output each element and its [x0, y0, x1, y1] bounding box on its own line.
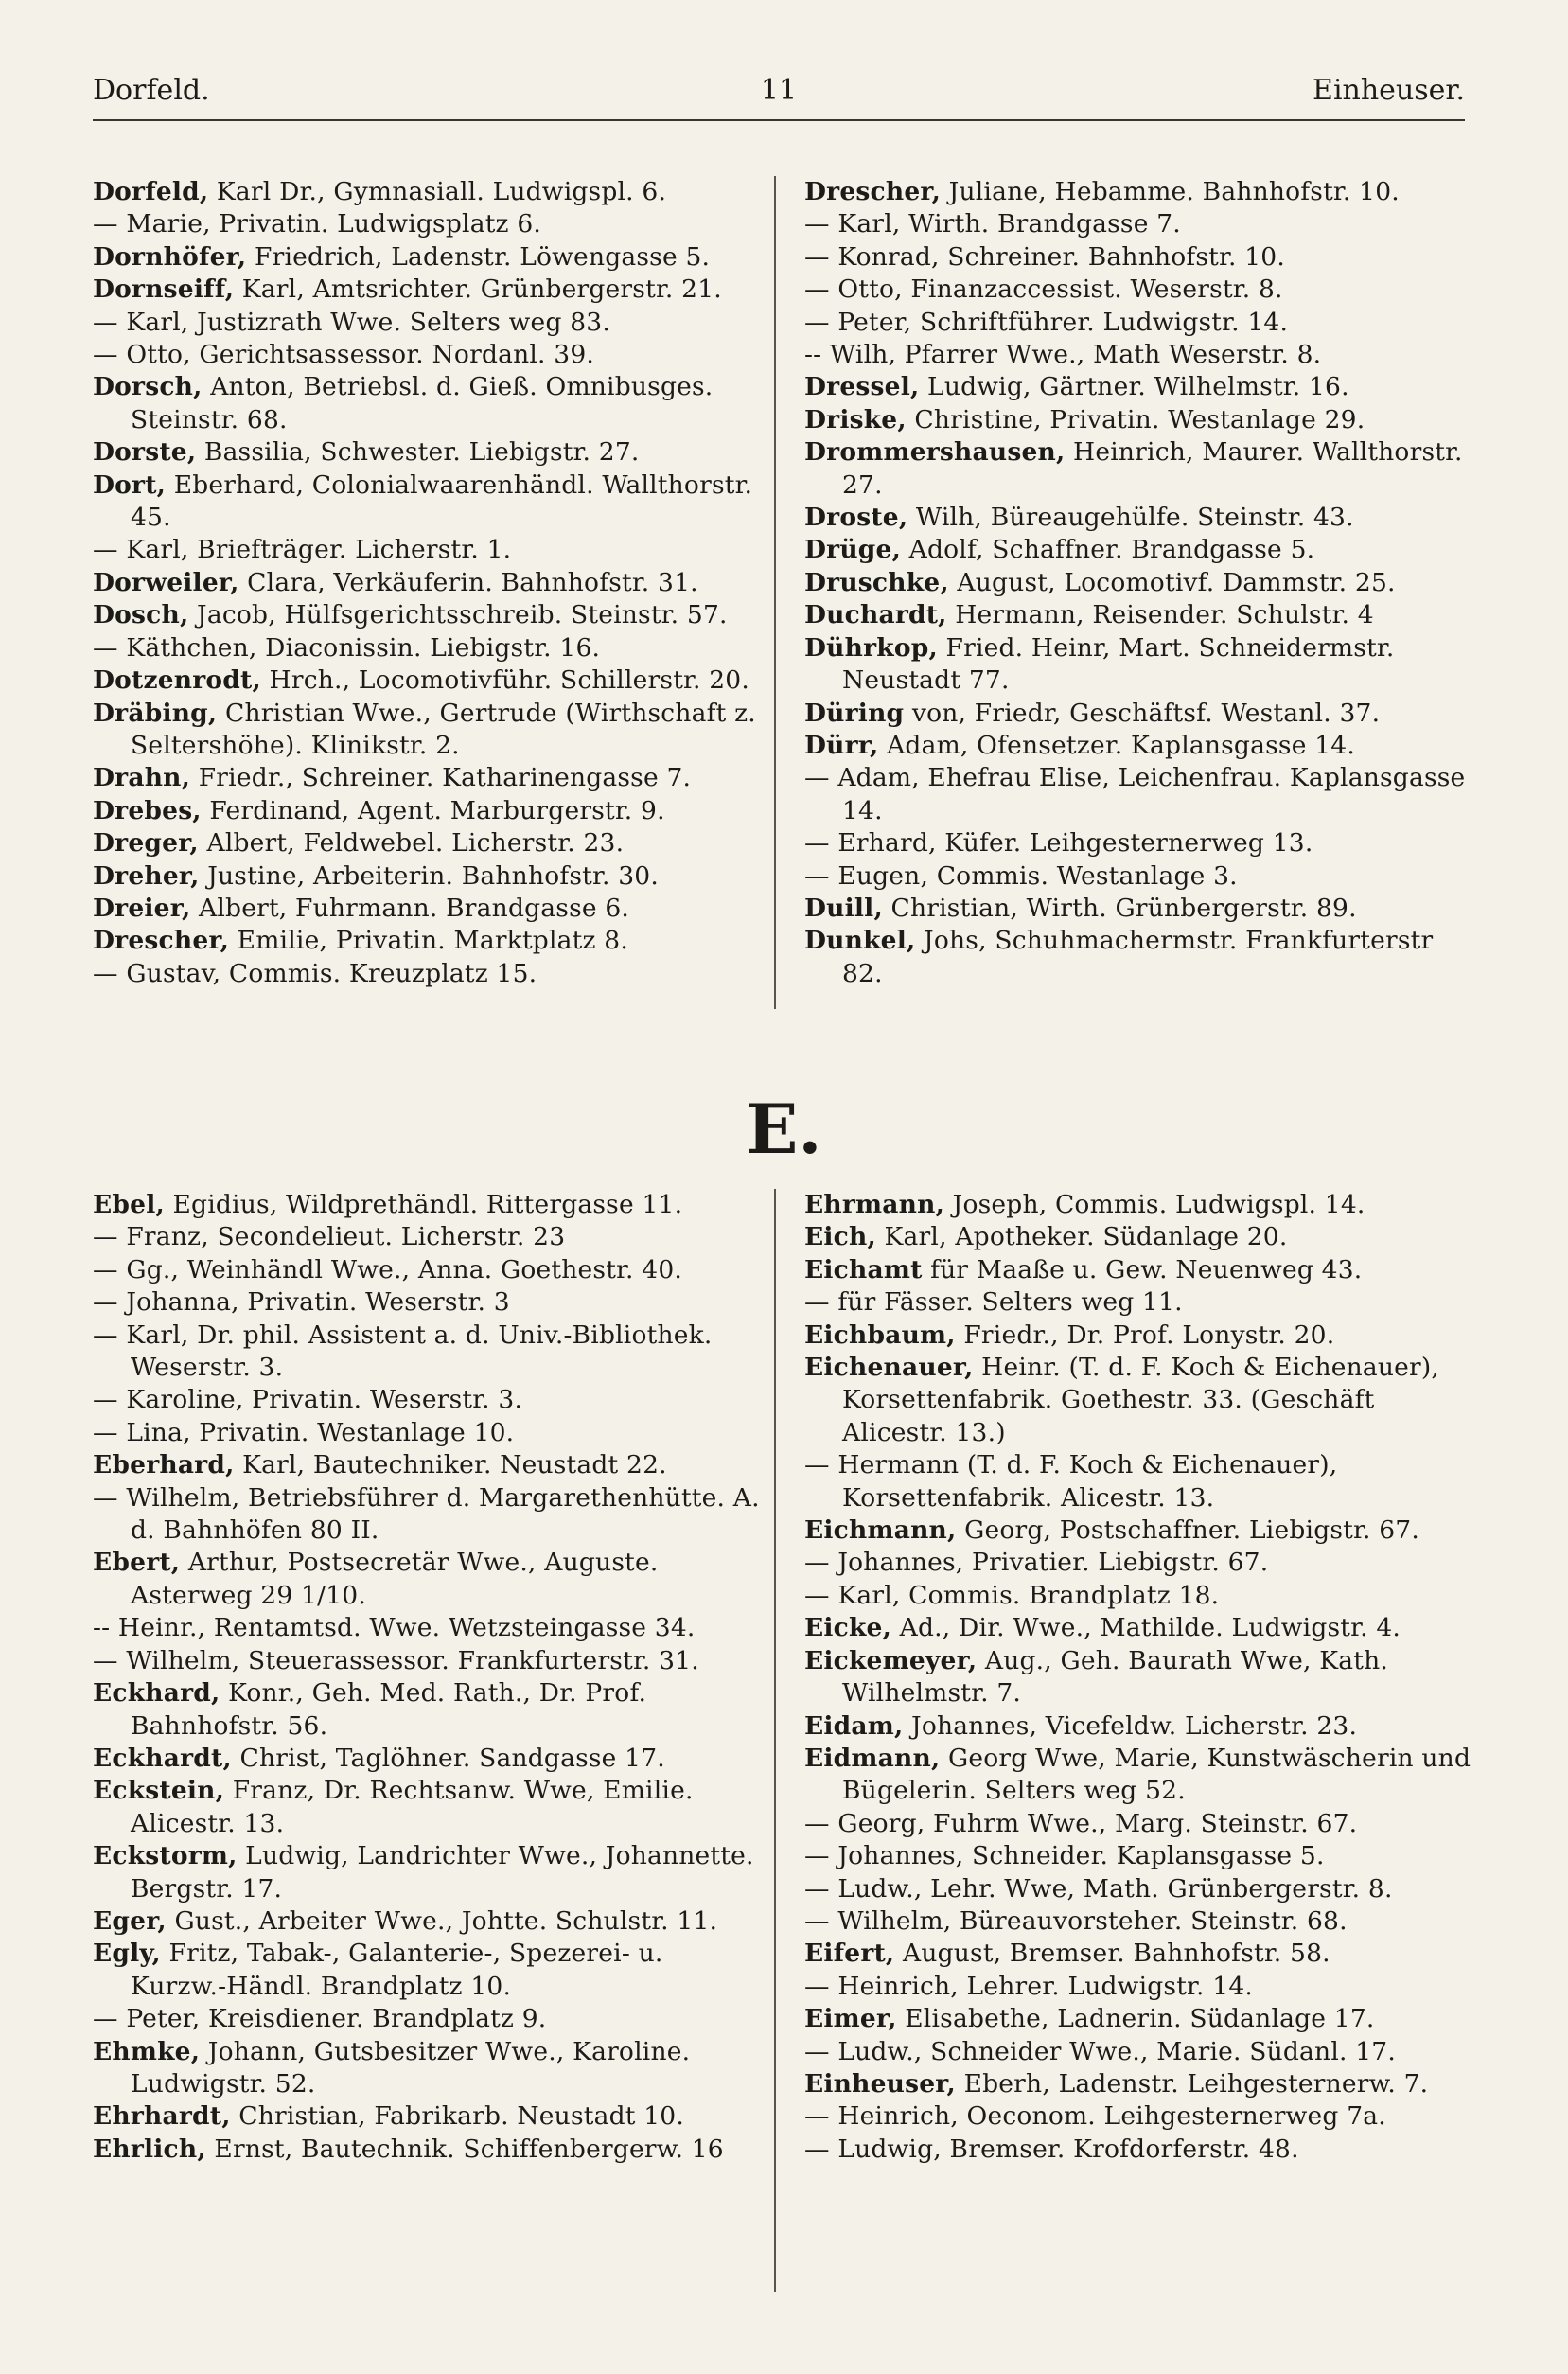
- directory-entry: [804, 339, 1471, 371]
- header-rule: [93, 119, 1465, 121]
- entry-surname: Drüge,: [804, 535, 902, 565]
- entry-surname: Eickemeyer,: [804, 1645, 978, 1675]
- directory-entry: [804, 1612, 1471, 1644]
- entry-surname: Ehrlich,: [93, 2134, 206, 2164]
- directory-entry: [93, 762, 760, 794]
- entry-surname: Eidam,: [804, 1710, 904, 1741]
- page-header: [93, 74, 1465, 117]
- entry-details: — Heinrich, Oeconom. Leihgesternerweg 7a.: [804, 2101, 1386, 2132]
- directory-entry: [804, 1352, 1471, 1449]
- entry-details: August, Bremser. Bahnhofstr. 58.: [894, 1939, 1330, 1969]
- entry-details: für Maaße u. Gew. Neuenweg 43.: [922, 1254, 1363, 1284]
- entry-surname: Ehmke,: [93, 2036, 201, 2066]
- entry-details: Georg, Postschaffner. Liebigstr. 67.: [956, 1515, 1419, 1546]
- entry-details: Joseph, Commis. Ludwigspl. 14.: [944, 1190, 1365, 1219]
- entry-details: — Ludwig, Bremser. Krofdorferstr. 48.: [804, 2134, 1299, 2164]
- directory-entry: [804, 632, 1471, 698]
- directory-entry: [804, 1580, 1471, 1612]
- entry-surname: Dührkop,: [804, 632, 938, 663]
- entry-details: Fried. Heinr, Mart. Schneidermstr. Neustadt 77.: [842, 632, 1395, 696]
- directory-entry: [93, 599, 760, 631]
- directory-entry: [804, 2100, 1471, 2133]
- directory-entry: [93, 371, 760, 436]
- directory-entry: [93, 827, 760, 859]
- directory-entry: [93, 1384, 760, 1416]
- entry-details: Arthur, Postsecretär Wwe., Auguste. Asterweg 29 1/10.: [131, 1548, 659, 1610]
- entry-details: — Heinrich, Lehrer. Ludwigstr. 14.: [804, 1971, 1254, 2001]
- entry-details: Bassilia, Schwester. Liebigstr. 27.: [196, 437, 640, 468]
- directory-entry: [93, 1775, 760, 1840]
- entry-details: Emilie, Privatin. Marktplatz 8.: [229, 926, 628, 956]
- directory-entry: [804, 1320, 1471, 1352]
- entry-details: Ad., Dir. Wwe., Mathilde. Ludwigstr. 4.: [891, 1613, 1401, 1643]
- directory-entry: [804, 1840, 1471, 1872]
- entry-details: Friedrich, Ladenstr. Löwengasse 5.: [246, 241, 711, 272]
- directory-entry: [804, 2134, 1471, 2166]
- directory-entry: [93, 925, 760, 957]
- entry-details: Fritz, Tabak-, Galanterie-, Spezerei- u. Kurzw.-Händl. Brandplatz 10.: [131, 1939, 663, 2001]
- entry-details: Aug., Geh. Baurath Wwe, Kath. Wilhelmstr. 7.: [842, 1645, 1389, 1709]
- entry-details: Anton, Betriebsl. d. Gieß. Omnibusges. Steinstr. 68.: [131, 372, 714, 434]
- directory-entry: [804, 567, 1471, 599]
- column-divider-top: [774, 176, 776, 1009]
- entry-details: — Wilhelm, Steuerassessor. Frankfurterstr. 31.: [93, 1645, 699, 1675]
- directory-entry: [93, 436, 760, 469]
- directory-entry: [804, 1221, 1471, 1253]
- entry-details: — Karl, Justizrath Wwe. Selters weg 83.: [93, 307, 610, 337]
- entry-details: — Peter, Kreisdiener. Brandplatz 9.: [93, 2004, 547, 2034]
- entry-details: Christian Wwe., Gertrude (Wirthschaft z. Seltershöhe). Klinikstr. 2.: [131, 698, 756, 760]
- entry-details: Egidius, Wildprethändl. Rittergasse 11.: [164, 1190, 683, 1219]
- directory-entry: [93, 534, 760, 566]
- entry-details: Friedr., Schreiner. Katharinengasse 7.: [190, 763, 692, 793]
- directory-entry: [93, 567, 760, 599]
- entry-details: Franz, Dr. Rechtsanw. Wwe, Emilie. Alicestr. 13.: [131, 1776, 694, 1838]
- directory-entry: [93, 208, 760, 240]
- entry-surname: Eich,: [804, 1222, 876, 1252]
- entry-surname: Dreier,: [93, 893, 191, 923]
- entry-details: — Franz, Secondelieut. Licherstr. 23: [93, 1222, 566, 1252]
- directory-entry: [93, 958, 760, 990]
- entry-details: — Käthchen, Diaconissin. Liebigstr. 16.: [93, 632, 601, 663]
- running-head-right: Einheuser.: [1313, 74, 1465, 107]
- entry-details: Ludwig, Gärtner. Wilhelmstr. 16.: [919, 372, 1349, 402]
- entry-details: — Marie, Privatin. Ludwigsplatz 6.: [93, 209, 542, 239]
- entry-surname: Duill,: [804, 893, 883, 923]
- entry-surname: Dornseiff,: [93, 275, 235, 305]
- directory-entry: [93, 1286, 760, 1319]
- directory-entry: [804, 2036, 1471, 2068]
- entry-surname: Dräbing,: [93, 698, 218, 728]
- directory-entry: [804, 241, 1471, 274]
- entry-surname: Drescher,: [804, 177, 942, 206]
- directory-entry: [804, 1905, 1471, 1938]
- directory-entry: [804, 436, 1471, 502]
- directory-entry: [804, 2068, 1471, 2100]
- directory-entry: [93, 1743, 760, 1775]
- entry-details: — Karl, Briefträger. Licherstr. 1.: [93, 535, 512, 565]
- entry-surname: Driske,: [804, 404, 907, 434]
- entry-details: — Ludw., Schneider Wwe., Marie. Südanl. 17.: [804, 2036, 1396, 2066]
- directory-entry: [93, 1417, 760, 1449]
- entry-surname: Dotzenrodt,: [93, 665, 261, 696]
- directory-entry: [93, 795, 760, 827]
- entry-surname: Drahn,: [93, 763, 191, 793]
- entry-surname: Ehrmann,: [804, 1190, 944, 1219]
- entry-details: Gust., Arbeiter Wwe., Johtte. Schulstr. 11.: [166, 1905, 718, 1936]
- entry-surname: Dorfeld,: [93, 177, 209, 206]
- entry-surname: Eichbaum,: [804, 1320, 956, 1350]
- entry-details: — für Fässer. Selters weg 11.: [804, 1287, 1183, 1318]
- entry-details: Wilh, Büreaugehülfe. Steinstr. 43.: [907, 503, 1354, 533]
- directory-entry: [804, 208, 1471, 240]
- entry-details: Ferdinand, Agent. Marburgerstr. 9.: [201, 795, 665, 825]
- column-bottom-left: [93, 1189, 760, 2166]
- column-top-right: [804, 176, 1471, 990]
- directory-entry: [93, 1938, 760, 2003]
- entry-details: — Erhard, Küfer. Leihgesternerweg 13.: [804, 828, 1313, 859]
- entry-details: Jacob, Hülfsgerichtsschreib. Steinstr. 57.: [188, 600, 728, 630]
- directory-entry: [93, 1547, 760, 1612]
- entry-details: Hrch., Locomotivführ. Schillerstr. 20.: [260, 665, 749, 696]
- directory-entry: [93, 469, 760, 535]
- entry-details: Christ, Taglöhner. Sandgasse 17.: [231, 1743, 665, 1773]
- directory-entry: [93, 1254, 760, 1286]
- entry-surname: Drescher,: [93, 926, 230, 956]
- page-number: 11: [760, 74, 798, 107]
- directory-entry: [804, 176, 1471, 208]
- entry-details: — Wilhelm, Betriebsführer d. Margarethenhütte. A. d. Bahnhöfen 80 II.: [93, 1482, 760, 1546]
- column-bottom-right: [804, 1189, 1471, 2166]
- entry-surname: Eidmann,: [804, 1743, 941, 1773]
- directory-entry: [804, 1515, 1471, 1547]
- entry-details: Ludwig, Landrichter Wwe., Johannette. Bergstr. 17.: [131, 1841, 754, 1904]
- entry-surname: Einheuser,: [804, 2068, 956, 2099]
- directory-entry: [804, 371, 1471, 403]
- entry-details: Karl, Bautechniker. Neustadt 22.: [234, 1450, 667, 1480]
- directory-entry: [93, 274, 760, 306]
- entry-details: Justine, Arbeiterin. Bahnhofstr. 30.: [199, 860, 659, 891]
- entry-details: Ernst, Bautechnik. Schiffenbergerw. 16: [205, 2134, 724, 2164]
- entry-surname: Dorste,: [93, 437, 197, 468]
- entry-details: — Gg., Weinhändl Wwe., Anna. Goethestr. 40.: [93, 1254, 683, 1284]
- entry-surname: Dornhöfer,: [93, 241, 247, 272]
- entry-details: — Konrad, Schreiner. Bahnhofstr. 10.: [804, 241, 1285, 272]
- entry-surname: Druschke,: [804, 567, 949, 597]
- directory-entry: [804, 1645, 1471, 1710]
- directory-entry: [93, 1189, 760, 1221]
- directory-entry: [804, 1710, 1471, 1743]
- directory-entry: [804, 762, 1471, 827]
- directory-entry: [93, 632, 760, 664]
- entry-details: — Otto, Finanzaccessist. Weserstr. 8.: [804, 275, 1283, 305]
- entry-details: — Gustav, Commis. Kreuzplatz 15.: [93, 958, 537, 988]
- entry-surname: Duchardt,: [804, 600, 947, 630]
- directory-entry: [804, 827, 1471, 859]
- directory-entry: [804, 404, 1471, 436]
- entry-details: — Ludw., Lehr. Wwe, Math. Grünbergerstr. 8.: [804, 1873, 1393, 1904]
- entry-surname: Dorweiler,: [93, 567, 239, 597]
- directory-entry: [804, 1189, 1471, 1221]
- entry-details: — Lina, Privatin. Westanlage 10.: [93, 1417, 515, 1447]
- entry-surname: Ehrhardt,: [93, 2101, 231, 2132]
- directory-entry: [804, 274, 1471, 306]
- entry-details: Eberhard, Colonialwaarenhändl. Wallthorstr. 45.: [131, 469, 753, 533]
- entry-details: — Otto, Gerichtsassessor. Nordanl. 39.: [93, 340, 595, 370]
- entry-surname: Dürr,: [804, 730, 879, 760]
- entry-surname: Eicke,: [804, 1613, 892, 1643]
- entry-details: — Johannes, Privatier. Liebigstr. 67.: [804, 1548, 1269, 1578]
- entry-details: Albert, Fuhrmann. Brandgasse 6.: [190, 893, 630, 923]
- entry-details: — Johanna, Privatin. Weserstr. 3: [93, 1287, 510, 1318]
- entry-details: — Georg, Fuhrm Wwe., Marg. Steinstr. 67.: [804, 1808, 1358, 1838]
- entry-details: Johann, Gutsbesitzer Wwe., Karoline. Ludwigstr. 52.: [131, 2036, 691, 2099]
- entry-surname: Dreher,: [93, 860, 200, 891]
- directory-entry: [93, 2134, 760, 2166]
- directory-entry: [93, 1449, 760, 1481]
- entry-details: — Peter, Schriftführer. Ludwigstr. 14.: [804, 307, 1289, 337]
- directory-entry: [804, 893, 1471, 925]
- entry-details: — Karl, Dr. phil. Assistent a. d. Univ.-Bibliothek. Weserstr. 3.: [93, 1320, 713, 1383]
- entry-details: — Hermann (T. d. F. Koch & Eichenauer), Korsettenfabrik. Alicestr. 13.: [804, 1450, 1338, 1513]
- directory-entry: [804, 698, 1471, 730]
- section-letter: E.: [746, 1089, 822, 1169]
- entry-details: Elisabethe, Ladnerin. Südanlage 17.: [896, 2004, 1375, 2034]
- entry-details: Christine, Privatin. Westanlage 29.: [906, 404, 1365, 434]
- directory-entry: [804, 307, 1471, 339]
- entry-details: — Karl, Wirth. Brandgasse 7.: [804, 209, 1181, 239]
- entry-details: — Eugen, Commis. Westanlage 3.: [804, 860, 1238, 891]
- directory-entry: [93, 1482, 760, 1548]
- directory-entry: [93, 893, 760, 925]
- directory-entry: [93, 1221, 760, 1253]
- directory-entry: [93, 2003, 760, 2035]
- entry-details: Friedr., Dr. Prof. Lonystr. 20.: [955, 1320, 1335, 1350]
- entry-details: Karl Dr., Gymnasiall. Ludwigspl. 6.: [208, 177, 667, 206]
- entry-surname: Droste,: [804, 503, 908, 533]
- entry-details: Georg Wwe, Marie, Kunstwäscherin und Bügelerin. Selters weg 52.: [842, 1743, 1471, 1806]
- entry-details: Karl, Amtsrichter. Grünbergerstr. 21.: [234, 275, 722, 305]
- entry-details: — Adam, Ehefrau Elise, Leichenfrau. Kaplansgasse 14.: [804, 763, 1466, 825]
- directory-entry: [93, 1645, 760, 1677]
- directory-entry: [804, 1449, 1471, 1515]
- entry-surname: Eichenauer,: [804, 1353, 974, 1383]
- directory-entry: [93, 1905, 760, 1938]
- entry-details: -- Heinr., Rentamtsd. Wwe. Wetzsteingasse 34.: [93, 1613, 696, 1643]
- entry-details: Karl, Apotheker. Südanlage 20.: [875, 1222, 1288, 1252]
- entry-details: -- Wilh, Pfarrer Wwe., Math Weserstr. 8.: [804, 340, 1322, 370]
- entry-surname: Dressel,: [804, 372, 920, 402]
- entry-surname: Eckstorm,: [93, 1841, 238, 1871]
- directory-entry: [93, 241, 760, 274]
- directory-entry: [93, 307, 760, 339]
- directory-entry: [804, 860, 1471, 893]
- entry-surname: Eberhard,: [93, 1450, 235, 1480]
- entry-surname: Dreger,: [93, 828, 199, 859]
- entry-details: August, Locomotivf. Dammstr. 25.: [948, 567, 1396, 597]
- entry-surname: Eckstein,: [93, 1776, 225, 1806]
- entry-surname: Eifert,: [804, 1939, 895, 1969]
- entry-details: von, Friedr, Geschäftsf. Westanl. 37.: [904, 698, 1381, 728]
- directory-entry: [804, 1743, 1471, 1808]
- entry-details: Konr., Geh. Med. Rath., Dr. Prof. Bahnhofstr. 56.: [131, 1678, 647, 1741]
- entry-surname: Eger,: [93, 1905, 167, 1936]
- directory-entry: [93, 2100, 760, 2133]
- running-head-left: Dorfeld.: [93, 74, 210, 107]
- directory-entry: [93, 698, 760, 763]
- entry-surname: Ebel,: [93, 1190, 165, 1219]
- entry-details: Heinr. (T. d. F. Koch & Eichenauer), Korsettenfabrik. Goethestr. 33. (Geschäft Alicestr. 13.): [842, 1353, 1440, 1447]
- directory-entry: [93, 176, 760, 208]
- entry-details: — Karl, Commis. Brandplatz 18.: [804, 1580, 1220, 1610]
- entry-surname: Eichmann,: [804, 1515, 957, 1546]
- directory-entry: [93, 2036, 760, 2101]
- directory-entry: [804, 2003, 1471, 2035]
- directory-entry: [804, 1938, 1471, 1970]
- entry-surname: Eckhard,: [93, 1678, 220, 1709]
- directory-entry: [804, 730, 1471, 762]
- entry-details: Johannes, Vicefeldw. Licherstr. 23.: [903, 1710, 1358, 1741]
- entry-surname: Dort,: [93, 469, 167, 500]
- entry-surname: Ebert,: [93, 1548, 181, 1578]
- entry-details: — Wilhelm, Büreauvorsteher. Steinstr. 68.: [804, 1905, 1348, 1936]
- directory-entry: [804, 534, 1471, 566]
- entry-details: Christian, Fabrikarb. Neustadt 10.: [230, 2101, 684, 2132]
- entry-details: Johs, Schuhmachermstr. Frankfurterstr 82.: [842, 926, 1434, 988]
- entry-surname: Dunkel,: [804, 926, 916, 956]
- directory-entry: [93, 1612, 760, 1644]
- entry-surname: Eichamt: [804, 1254, 923, 1284]
- entry-details: Clara, Verkäuferin. Bahnhofstr. 31.: [238, 567, 698, 597]
- directory-entry: [93, 1840, 760, 1905]
- directory-entry: [804, 1808, 1471, 1840]
- directory-entry: [804, 1286, 1471, 1319]
- directory-entry: [93, 860, 760, 893]
- directory-entry: [93, 664, 760, 697]
- entry-surname: Egly,: [93, 1939, 161, 1969]
- entry-surname: Dorsch,: [93, 372, 203, 402]
- directory-entry: [804, 599, 1471, 631]
- entry-surname: Drebes,: [93, 795, 202, 825]
- entry-details: — Karoline, Privatin. Weserstr. 3.: [93, 1385, 523, 1415]
- entry-details: — Johannes, Schneider. Kaplansgasse 5.: [804, 1841, 1325, 1871]
- directory-entry: [804, 1547, 1471, 1579]
- entry-surname: Eimer,: [804, 2004, 897, 2034]
- entry-details: Heinrich, Maurer. Wallthorstr. 27.: [842, 437, 1463, 500]
- entry-surname: Dosch,: [93, 600, 189, 630]
- column-divider-bottom: [774, 1189, 776, 2292]
- directory-entry: [804, 1254, 1471, 1286]
- entry-details: Adam, Ofensetzer. Kaplansgasse 14.: [878, 730, 1355, 760]
- entry-details: Eberh, Ladenstr. Leihgesternerw. 7.: [955, 2068, 1429, 2099]
- directory-entry: [804, 925, 1471, 990]
- entry-details: Albert, Feldwebel. Licherstr. 23.: [198, 828, 625, 859]
- entry-surname: Eckhardt,: [93, 1743, 232, 1773]
- directory-entry: [804, 1873, 1471, 1905]
- directory-entry: [93, 339, 760, 371]
- directory-entry: [93, 1677, 760, 1743]
- directory-entry: [93, 1320, 760, 1385]
- entry-surname: Drommershausen,: [804, 437, 1066, 468]
- entry-surname: Düring: [804, 698, 905, 728]
- directory-entry: [804, 502, 1471, 534]
- entry-details: Christian, Wirth. Grünbergerstr. 89.: [882, 893, 1357, 923]
- column-top-left: [93, 176, 760, 990]
- entry-details: Juliane, Hebamme. Bahnhofstr. 10.: [941, 177, 1400, 206]
- entry-details: Hermann, Reisender. Schulstr. 4: [946, 600, 1374, 630]
- directory-entry: [804, 1971, 1471, 2003]
- entry-details: Adolf, Schaffner. Brandgasse 5.: [901, 535, 1315, 565]
